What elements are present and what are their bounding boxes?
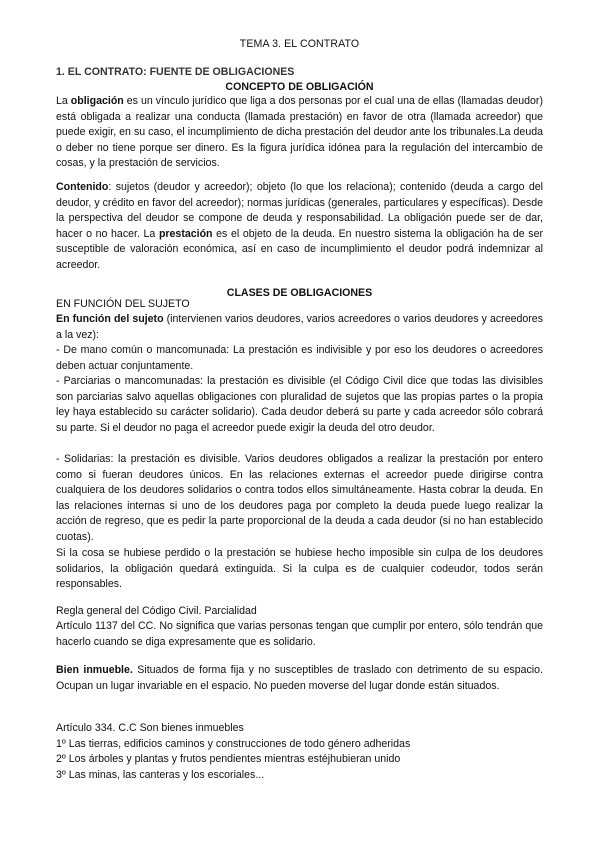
term-funcion-sujeto: En función del sujeto — [56, 313, 164, 325]
item-parciarias: - Parciarias o mancomunadas: la prestación es divisible (el Código Civil dice que todas las divisibles son parciarias salvo aquellas obligaciones con pluralidad de sujetos que las propias partes o la propia ley haya establecido su carácter solidario). Cada deudor deberá su parte y cada acreedor sólo cobrará su parte. Si el deudor no paga el acreedor puede exigir la deuda del otro deudor. — [56, 375, 543, 434]
list-item: 2º Los árboles y plantas y frutos pendientes mientras estéjhubieran unido — [56, 753, 401, 765]
clases-heading: CLASES DE OBLIGACIONES — [226, 287, 373, 299]
concepto-paragraph: La obligación es un vínculo jurídico que liga a dos personas por el cual una de ellas (llamadas deudor) está obligada a realizar una conducta (llamada prestación) en favor de otra (llamada acreedor) que puede exigir, en su caso, el incumplimiento de dicha prestación del deudor ante los tribunales.La deuda o deber no tiene porque ser dinero. Es la figura jurídica idónea para la regulación del intercambio de cosas, y la prestación de servicios. — [56, 95, 543, 170]
clases-subheading: EN FUNCIÓN DEL SUJETO — [56, 298, 190, 310]
concepto-heading: CONCEPTO DE OBLIGACIÓN — [225, 81, 374, 93]
list-item: 3º Las minas, las canteras y los escoriales... — [56, 769, 265, 781]
clases-intro: En función del sujeto (intervienen varios deudores, varios acreedores o varios deudores y acreedores a la vez): — [56, 313, 543, 341]
term-obligacion: obligación — [70, 95, 124, 107]
term-contenido: Contenido — [56, 181, 109, 193]
articulo-334: Artículo 334. C.C Son bienes inmuebles — [56, 722, 244, 734]
section-title: 1. EL CONTRATO: FUENTE DE OBLIGACIONES — [56, 66, 295, 78]
inmueble-paragraph: Bien inmueble. Situados de forma fija y no susceptibles de traslado con detrimento de su espacio. Ocupan un lugar invariable en el espacio. No pueden moverse del lugar donde están situados. — [56, 664, 543, 692]
list-item: 1º Las tierras, edificios caminos y construcciones de todo género adheridas — [56, 738, 411, 750]
perdida-paragraph: Si la cosa se hubiese perdido o la prestación se hubiese hecho imposible sin culpa de los deudores solidarios, la obligación quedará extinguida. Si la culpa es de cualquier codeudor, todos serán responsables. — [56, 547, 543, 591]
term-prestacion: prestación — [158, 227, 213, 240]
contenido-paragraph: Contenido: sujetos (deudor y acreedor); objeto (lo que los relaciona); contenido (deuda a cargo del deudor, y crédito en favor del acreedor); normas jurídicas (generales, particulares y específicas). Desde la perspectiva del deudor se compone de deuda y responsabilidad. La obligación puede ser de dar, hacer o no hacer. La prestación es el objeto de la deuda. En nuestro sistema la obligación ha de ser susceptible de valoración económica, así en caso de incumplimiento el deudor podrá indemnizar al acreedor. — [56, 181, 543, 271]
item-solidarias: - Solidarias: la prestación es divisible. Varios deudores obligados a realizar la prestación por entero como si fueran deudores únicos. En las relaciones externas el acreedor puede dirigirse contra cualquiera de los deudores solidarios o contra todos ellos simultáneamente. Hasta cobrar la deuda. En las relaciones internas si uno de los deudores paga por completo la deuda puede luego realizar la acción de regreso, que es pedir la parte proporcional de la deuda a cada deudor (si no han establecido cuotas). — [56, 453, 543, 543]
regla-title: Regla general del Código Civil. Parcialidad — [56, 605, 257, 617]
document-title: TEMA 3. EL CONTRATO — [239, 38, 360, 50]
regla-text: Artículo 1137 del CC. No significa que varias personas tengan que cumplir por entero, sólo tendrán que hacerlo cuando se diga expresamente que es solidario. — [56, 620, 543, 648]
term-bien-inmueble: Bien inmueble. — [56, 664, 133, 676]
item-mancomunada: - De mano común o mancomunada: La prestación es indivisible y por eso los deudores o acreedores deben actuar conjuntamente. — [56, 344, 543, 372]
